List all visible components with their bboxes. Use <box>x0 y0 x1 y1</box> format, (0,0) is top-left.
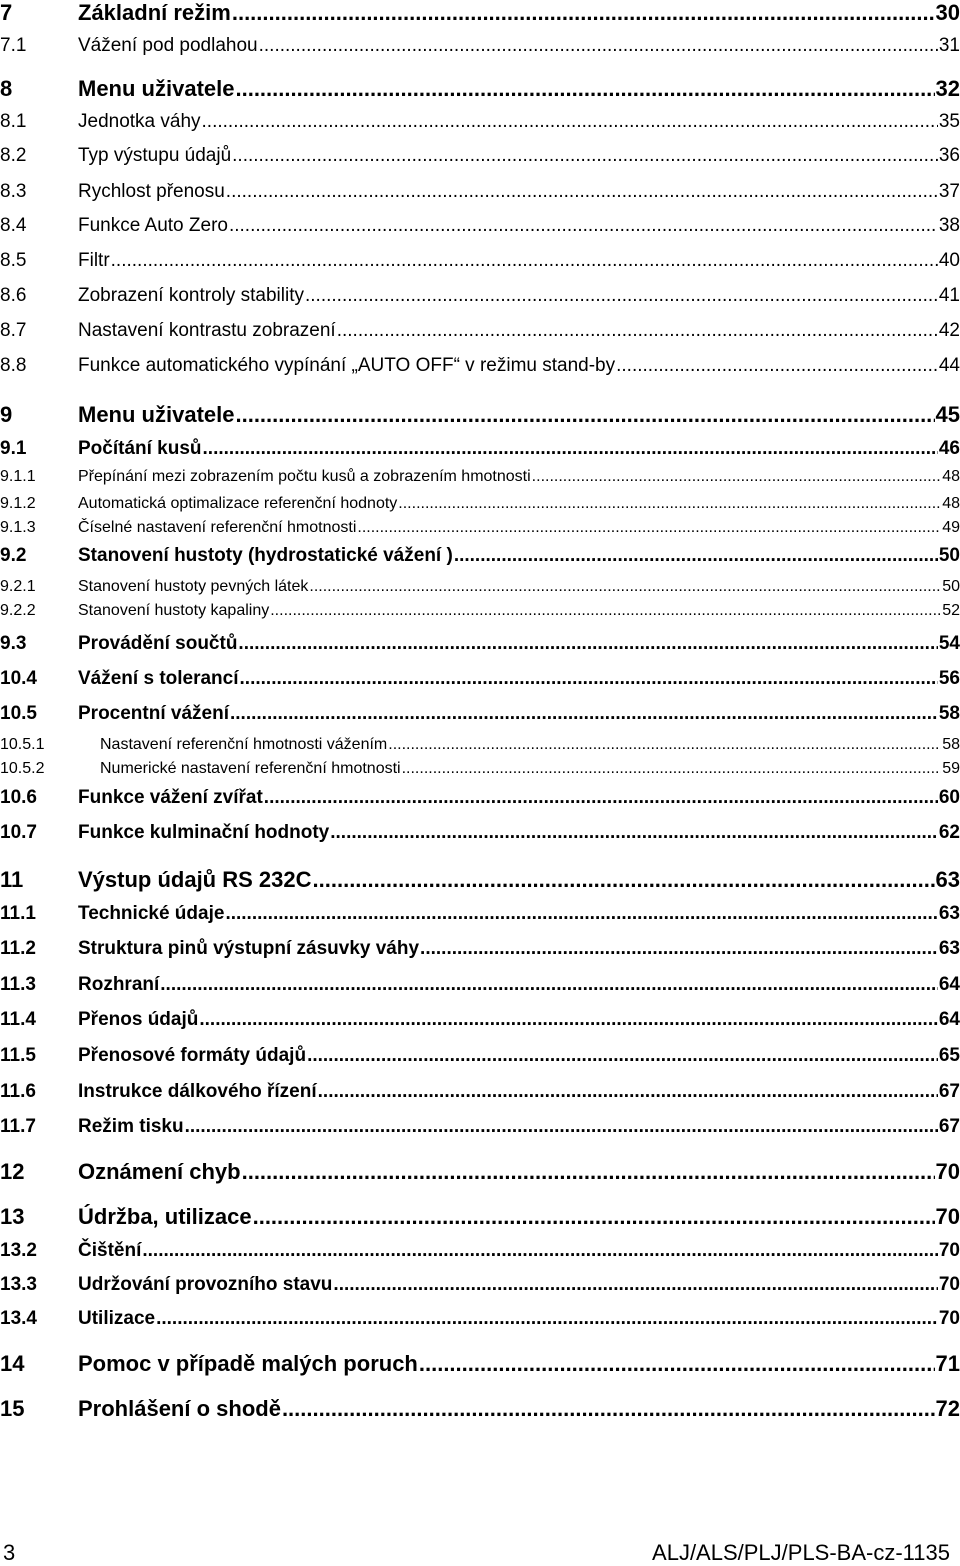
toc-entry[interactable] <box>0 579 960 595</box>
toc-entry-page: 64 <box>938 1009 960 1030</box>
toc-entry-title: Funkce Auto Zero <box>78 215 228 236</box>
toc-entry-title: Stanovení hustoty pevných látek <box>78 578 309 595</box>
toc-dot-leader <box>232 2 935 24</box>
toc-dot-leader <box>259 36 938 55</box>
toc-entry[interactable] <box>0 788 960 807</box>
toc-entry-title: Funkce vážení zvířat <box>78 787 263 808</box>
toc-entry-number: 9.1.3 <box>0 519 36 536</box>
toc-entry-page: 52 <box>942 602 960 619</box>
toc-entry[interactable] <box>0 634 960 653</box>
toc-entry-title: Přepínání mezi zobrazením počtu kusů a zobrazením hmotnosti <box>78 468 531 485</box>
footer-page-number: 3 <box>3 1540 16 1565</box>
toc-entry[interactable] <box>0 251 960 270</box>
toc-entry-page: 70 <box>938 1274 960 1295</box>
toc-dot-leader <box>318 1082 938 1101</box>
toc-entry-number: 7 <box>0 0 13 25</box>
toc-dot-leader <box>357 520 941 536</box>
toc-entry[interactable] <box>0 869 960 891</box>
toc-entry-page: 60 <box>938 787 960 808</box>
toc-dot-leader <box>240 669 938 688</box>
toc-entry[interactable] <box>0 1010 960 1029</box>
toc-dot-leader <box>232 146 938 165</box>
toc-entry-page: 45 <box>935 402 960 427</box>
toc-dot-leader <box>264 788 938 807</box>
toc-entry[interactable] <box>0 216 960 235</box>
toc-entry-title: Technické údaje <box>78 903 225 924</box>
toc-entry[interactable] <box>0 1275 960 1294</box>
toc-entry-number: 13 <box>0 1204 25 1229</box>
toc-entry[interactable] <box>0 146 960 165</box>
toc-entry-title: Oznámení chyb <box>78 1159 241 1184</box>
toc-entry-number: 10.5.2 <box>0 760 45 777</box>
toc-entry-number: 11.3 <box>0 974 36 995</box>
toc-entry-number: 8.7 <box>0 320 27 341</box>
toc-dot-leader <box>230 704 938 723</box>
toc-entry[interactable] <box>0 496 960 512</box>
toc-entry-title: Funkce kulminační hodnoty <box>78 822 330 843</box>
toc-entry-page: 58 <box>938 703 960 724</box>
toc-dot-leader <box>225 904 937 923</box>
toc-entry-page: 56 <box>938 668 960 689</box>
toc-dot-leader <box>337 321 938 340</box>
toc-dot-leader <box>238 634 937 653</box>
toc-dot-leader <box>242 1161 935 1183</box>
toc-dot-leader <box>333 1275 937 1294</box>
toc-entry-number: 8.3 <box>0 181 27 202</box>
footer-document-id: ALJ/ALS/PLJ/PLS-BA-cz-1135 <box>652 1540 950 1565</box>
toc-entry[interactable] <box>0 1161 960 1183</box>
toc-entry-number: 8 <box>0 76 13 101</box>
toc-entry-page: 42 <box>938 320 960 341</box>
toc-dot-leader <box>142 1241 938 1260</box>
toc-entry[interactable] <box>0 356 960 375</box>
toc-dot-leader <box>398 496 941 512</box>
toc-entry-title: Počítání kusů <box>78 438 202 459</box>
toc-entry-page: 46 <box>938 438 960 459</box>
toc-entry[interactable] <box>0 520 960 536</box>
toc-dot-leader <box>156 1309 938 1328</box>
toc-entry-number: 8.2 <box>0 145 27 166</box>
toc-entry-page: 62 <box>938 822 960 843</box>
toc-entry[interactable] <box>0 669 960 688</box>
toc-dot-leader <box>402 761 942 777</box>
toc-entry-page: 72 <box>935 1396 960 1421</box>
toc-dot-leader <box>226 182 938 201</box>
toc-entry-number: 11.5 <box>0 1045 36 1066</box>
toc-entry-title: Rychlost přenosu <box>78 181 225 202</box>
toc-entry[interactable] <box>0 1309 960 1328</box>
toc-entry-page: 30 <box>935 0 960 25</box>
toc-entry-page: 32 <box>935 76 960 101</box>
page-footer <box>0 1540 960 1566</box>
toc-entry-number: 9.2.2 <box>0 602 36 619</box>
toc-entry-page: 50 <box>942 578 960 595</box>
toc-entry-title: Struktura pinů výstupní zásuvky váhy <box>78 938 420 959</box>
toc-entry-number: 9.1.1 <box>0 468 36 485</box>
toc-entry-title: Procentní vážení <box>78 703 229 724</box>
toc-entry[interactable] <box>0 704 960 723</box>
toc-entry-number: 13.4 <box>0 1308 37 1329</box>
toc-entry-page: 44 <box>938 355 960 376</box>
toc-entry-title: Základní režim <box>78 0 231 25</box>
toc-entry-number: 11.7 <box>0 1116 36 1137</box>
toc-entry-page: 71 <box>935 1351 960 1376</box>
toc-entry-page: 70 <box>935 1204 960 1229</box>
toc-entry-number: 15 <box>0 1396 25 1421</box>
toc-entry[interactable] <box>0 286 960 305</box>
toc-dot-leader <box>309 579 941 595</box>
toc-entry-number: 13.2 <box>0 1240 37 1261</box>
toc-entry[interactable] <box>0 1206 960 1228</box>
toc-dot-leader <box>235 404 934 426</box>
toc-entry-page: 38 <box>938 215 960 236</box>
toc-dot-leader <box>111 251 938 270</box>
toc-entry-title: Instrukce dálkového řízení <box>78 1081 317 1102</box>
toc-entry-number: 14 <box>0 1351 25 1376</box>
toc-dot-leader <box>307 1046 938 1065</box>
toc-entry-page: 70 <box>935 1159 960 1184</box>
toc-entry-number: 10.6 <box>0 787 37 808</box>
toc-entry-page: 48 <box>942 495 960 512</box>
toc-entry-page: 70 <box>938 1240 960 1261</box>
toc-entry-title: Čištění <box>78 1240 142 1261</box>
toc-entry-page: 31 <box>938 35 960 56</box>
toc-entry-page: 64 <box>938 974 960 995</box>
toc-entry-title: Nastavení kontrastu zobrazení <box>78 320 336 341</box>
toc-entry[interactable] <box>0 939 960 958</box>
toc-entry-number: 10.5 <box>0 703 37 724</box>
toc-entry[interactable] <box>0 1117 960 1136</box>
toc-entry-number: 12 <box>0 1159 25 1184</box>
toc-dot-leader <box>616 356 938 375</box>
toc-dot-leader <box>160 975 938 994</box>
toc-dot-leader <box>203 439 938 458</box>
toc-entry-title: Stanovení hustoty (hydrostatické vážení ) <box>78 545 453 566</box>
toc-entry-number: 8.8 <box>0 355 27 376</box>
toc-entry-title: Pomoc v případě malých poruch <box>78 1351 418 1376</box>
toc-entry-number: 9.2.1 <box>0 578 36 595</box>
toc-entry-title: Provádění součtů <box>78 633 238 654</box>
toc-entry[interactable] <box>0 1353 960 1375</box>
toc-dot-leader <box>202 112 938 131</box>
toc-entry-page: 40 <box>938 250 960 271</box>
toc-entry-page: 67 <box>938 1081 960 1102</box>
toc-entry-number: 8.5 <box>0 250 27 271</box>
toc-entry-number: 11 <box>0 867 24 892</box>
toc-entry-number: 8.1 <box>0 111 27 132</box>
toc-entry-number: 13.3 <box>0 1274 37 1295</box>
toc-entry[interactable] <box>0 737 960 753</box>
toc-dot-leader <box>253 1206 935 1228</box>
toc-entry-number: 9.1 <box>0 438 27 459</box>
toc-entry-page: 37 <box>938 181 960 202</box>
toc-entry-number: 9.3 <box>0 633 27 654</box>
toc-entry-page: 70 <box>938 1308 960 1329</box>
toc-entry[interactable] <box>0 404 960 426</box>
toc-entry-title: Nastavení referenční hmotnosti vážením <box>100 736 388 753</box>
toc-entry-page: 41 <box>938 285 960 306</box>
toc-dot-leader <box>313 869 935 891</box>
toc-entry-page: 58 <box>942 736 960 753</box>
toc-entry-number: 9.2 <box>0 545 27 566</box>
toc-entry[interactable] <box>0 182 960 201</box>
toc-entry[interactable] <box>0 321 960 340</box>
toc-entry-title: Utilizace <box>78 1308 156 1329</box>
toc-entry-title: Menu uživatele <box>78 76 235 101</box>
toc-entry[interactable] <box>0 1398 960 1420</box>
toc-dot-leader <box>420 939 938 958</box>
toc-entry[interactable] <box>0 975 960 994</box>
toc-entry[interactable] <box>0 603 960 619</box>
toc-dot-leader <box>282 1398 935 1420</box>
toc-entry-page: 63 <box>935 867 960 892</box>
toc-entry-page: 35 <box>938 111 960 132</box>
toc-entry-page: 48 <box>942 468 960 485</box>
toc-entry[interactable] <box>0 112 960 131</box>
toc-dot-leader <box>388 737 941 753</box>
toc-entry-page: 36 <box>938 145 960 166</box>
toc-entry-page: 54 <box>938 633 960 654</box>
toc-entry-title: Přenosové formáty údajů <box>78 1045 307 1066</box>
toc-entry-title: Prohlášení o shodě <box>78 1396 281 1421</box>
toc-dot-leader <box>330 823 938 842</box>
toc-entry-number: 11.2 <box>0 938 36 959</box>
toc-entry[interactable] <box>0 761 960 777</box>
toc-entry-page: 59 <box>942 760 960 777</box>
toc-entry-title: Filtr <box>78 250 110 271</box>
toc-entry-title: Vážení s tolerancí <box>78 668 239 689</box>
toc-entry-number: 10.7 <box>0 822 37 843</box>
toc-entry-number: 9.1.2 <box>0 495 36 512</box>
toc-dot-leader <box>305 286 938 305</box>
toc-entry[interactable] <box>0 78 960 100</box>
toc-entry[interactable] <box>0 823 960 842</box>
toc-dot-leader <box>199 1010 938 1029</box>
toc-dot-leader <box>532 469 942 485</box>
toc-entry-number: 8.4 <box>0 215 27 236</box>
toc-entry[interactable] <box>0 1241 960 1260</box>
toc-entry-title: Vážení pod podlahou <box>78 35 258 56</box>
toc-dot-leader <box>270 603 941 619</box>
toc-entry-title: Údržba, utilizace <box>78 1204 252 1229</box>
toc-entry-title: Číselné nastavení referenční hmotnosti <box>78 519 357 536</box>
toc-entry-title: Zobrazení kontroly stability <box>78 285 304 306</box>
toc-entry-title: Menu uživatele <box>78 402 235 427</box>
toc-entry-page: 50 <box>938 545 960 566</box>
toc-entry-page: 63 <box>938 903 960 924</box>
toc-entry-title: Udržování provozního stavu <box>78 1274 333 1295</box>
toc-entry-page: 65 <box>938 1045 960 1066</box>
toc-dot-leader <box>185 1117 938 1136</box>
toc-entry-title: Stanovení hustoty kapaliny <box>78 602 270 619</box>
toc-dot-leader <box>229 216 938 235</box>
toc-entry[interactable] <box>0 2 960 24</box>
toc-entry[interactable] <box>0 1082 960 1101</box>
toc-entry[interactable] <box>0 439 960 458</box>
toc-entry-title: Přenos údajů <box>78 1009 199 1030</box>
toc-dot-leader <box>419 1353 935 1375</box>
toc-entry[interactable] <box>0 904 960 923</box>
toc-entry-title: Výstup údajů RS 232C <box>78 867 312 892</box>
toc-entry-title: Funkce automatického vypínání „AUTO OFF“ v režimu stand-by <box>78 355 616 376</box>
toc-entry-number: 10.4 <box>0 668 37 689</box>
toc-entry-page: 63 <box>938 938 960 959</box>
toc-entry-number: 11.6 <box>0 1081 36 1102</box>
toc-entry-number: 9 <box>0 402 13 427</box>
toc-entry[interactable] <box>0 469 960 485</box>
toc-entry-number: 11.4 <box>0 1009 36 1030</box>
toc-entry-title: Režim tisku <box>78 1116 184 1137</box>
toc-entry-number: 7.1 <box>0 35 27 56</box>
toc-entry-title: Automatická optimalizace referenční hodnoty <box>78 495 398 512</box>
toc-entry-page: 67 <box>938 1116 960 1137</box>
toc-dot-leader <box>235 78 934 100</box>
toc-entry[interactable] <box>0 36 960 55</box>
toc-entry-page: 49 <box>942 519 960 536</box>
toc-entry-title: Rozhraní <box>78 974 160 995</box>
toc-entry-title: Typ výstupu údajů <box>78 145 232 166</box>
toc-entry[interactable] <box>0 1046 960 1065</box>
toc-entry-title: Numerické nastavení referenční hmotnosti <box>100 760 401 777</box>
toc-entry-number: 8.6 <box>0 285 27 306</box>
toc-entry-number: 11.1 <box>0 903 36 924</box>
toc-dot-leader <box>454 546 938 565</box>
toc-entry-title: Jednotka váhy <box>78 111 201 132</box>
toc-entry-number: 10.5.1 <box>0 736 45 753</box>
toc-entry[interactable] <box>0 546 960 565</box>
